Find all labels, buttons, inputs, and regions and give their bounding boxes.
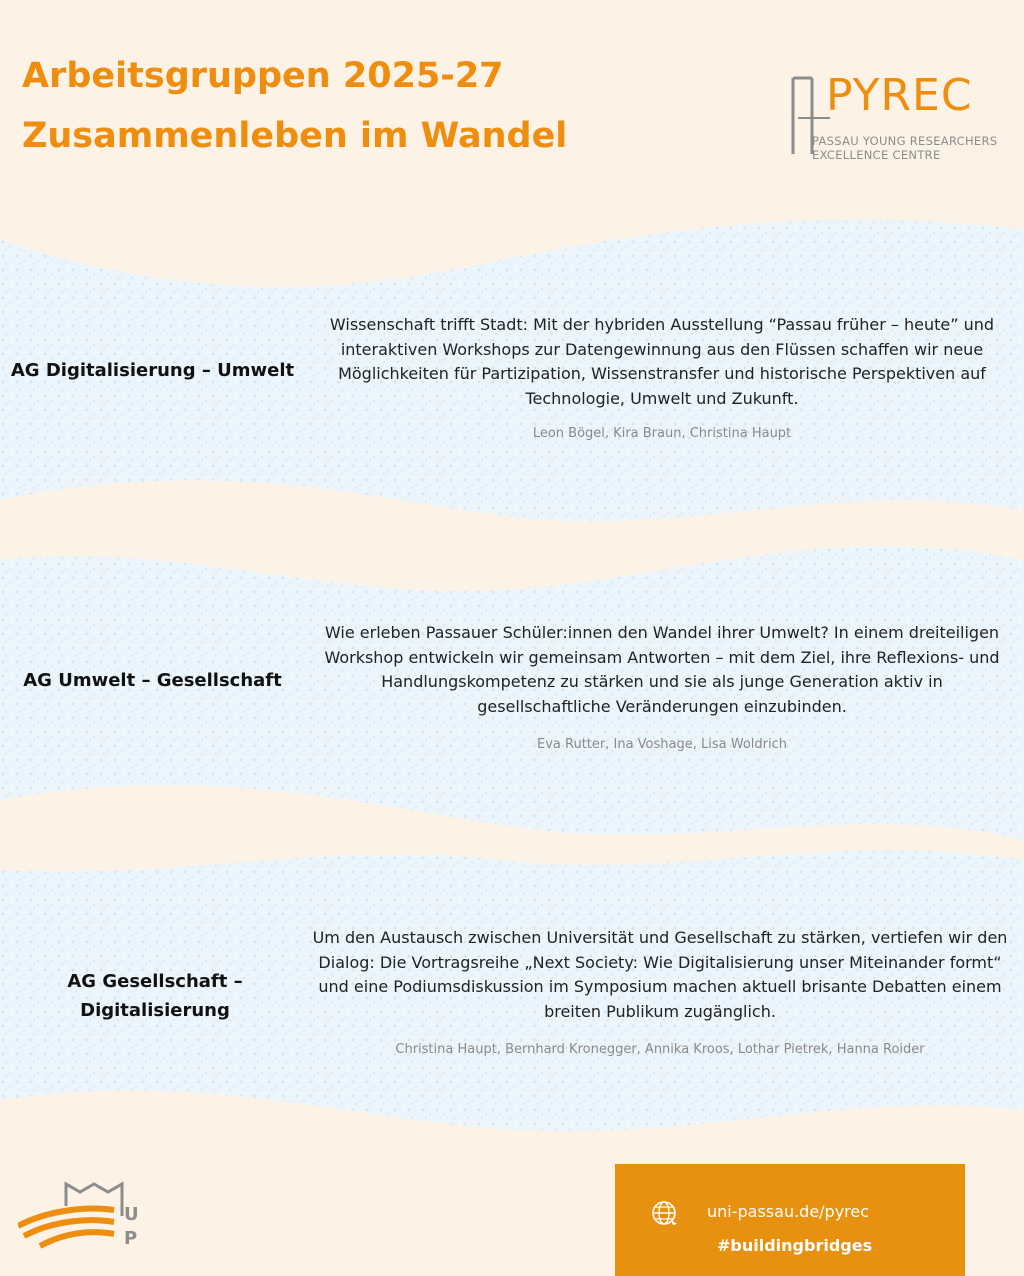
group-members: Christina Haupt, Bernhard Kronegger, Annika Kroos, Lothar Pietrek, Hanna Roider bbox=[395, 1042, 925, 1057]
page-title: Arbeitsgruppen 2025-27 bbox=[22, 56, 504, 96]
group-description: Um den Austausch zwischen Universität und Gesellschaft zu stärken, vertiefen wir den Dialog: Die Vortragsreihe „Next Society: Wie Digitalisierung unser Miteinander formt“ und eine Podiumsdiskussion im Symposium machen aktuell brisante Debatten einem breiten Publikum zugänglich. bbox=[312, 928, 1008, 1021]
globe-icon bbox=[651, 1200, 679, 1228]
pyrec-logo-sub2: EXCELLENCE CENTRE bbox=[812, 148, 941, 162]
pyrec-logo-sub1: PASSAU YOUNG RESEARCHERS bbox=[812, 134, 998, 148]
group-name: AG Umwelt – Gesellschaft bbox=[23, 670, 282, 691]
page-subtitle: Zusammenleben im Wandel bbox=[22, 116, 568, 156]
group-description: Wissenschaft trifft Stadt: Mit der hybriden Ausstellung “Passau früher – heute” und interaktiven Workshops zur Datengewinnung aus den Flüssen schaffen wir neue Möglichkeiten für Partizipation, Wissenstransfer und historische Perspektiven auf Technologie, Umwelt und Zukunft. bbox=[329, 315, 995, 408]
pyrec-logo-text: PYREC bbox=[826, 70, 973, 121]
group-members: Leon Bögel, Kira Braun, Christina Haupt bbox=[532, 426, 792, 441]
up-logo-u: U bbox=[124, 1204, 139, 1225]
uni-passau-logo bbox=[18, 1176, 148, 1250]
up-logo-p: P bbox=[124, 1228, 138, 1249]
group-description: Wie erleben Passauer Schüler:innen den Wandel ihrer Umwelt? In einem dreiteiligen Workshop entwickeln wir gemeinsam Antworten – mit dem Ziel, ihre Reflexions- und Handlungskompetenz zu stärken und sie als junge Generation aktiv in gesellschaftliche Veränderungen einzubinden. bbox=[324, 623, 1000, 716]
hashtag: #buildingbridges bbox=[717, 1236, 873, 1255]
group-members: Eva Rutter, Ina Voshage, Lisa Woldrich bbox=[537, 737, 787, 752]
pyrec-logo bbox=[790, 70, 1000, 164]
group-name: AG Gesellschaft – Digitalisierung bbox=[67, 971, 243, 1021]
footer-box bbox=[615, 1164, 965, 1276]
website-link[interactable]: uni-passau.de/pyrec bbox=[707, 1202, 870, 1221]
group-name: AG Digitalisierung – Umwelt bbox=[10, 360, 295, 381]
